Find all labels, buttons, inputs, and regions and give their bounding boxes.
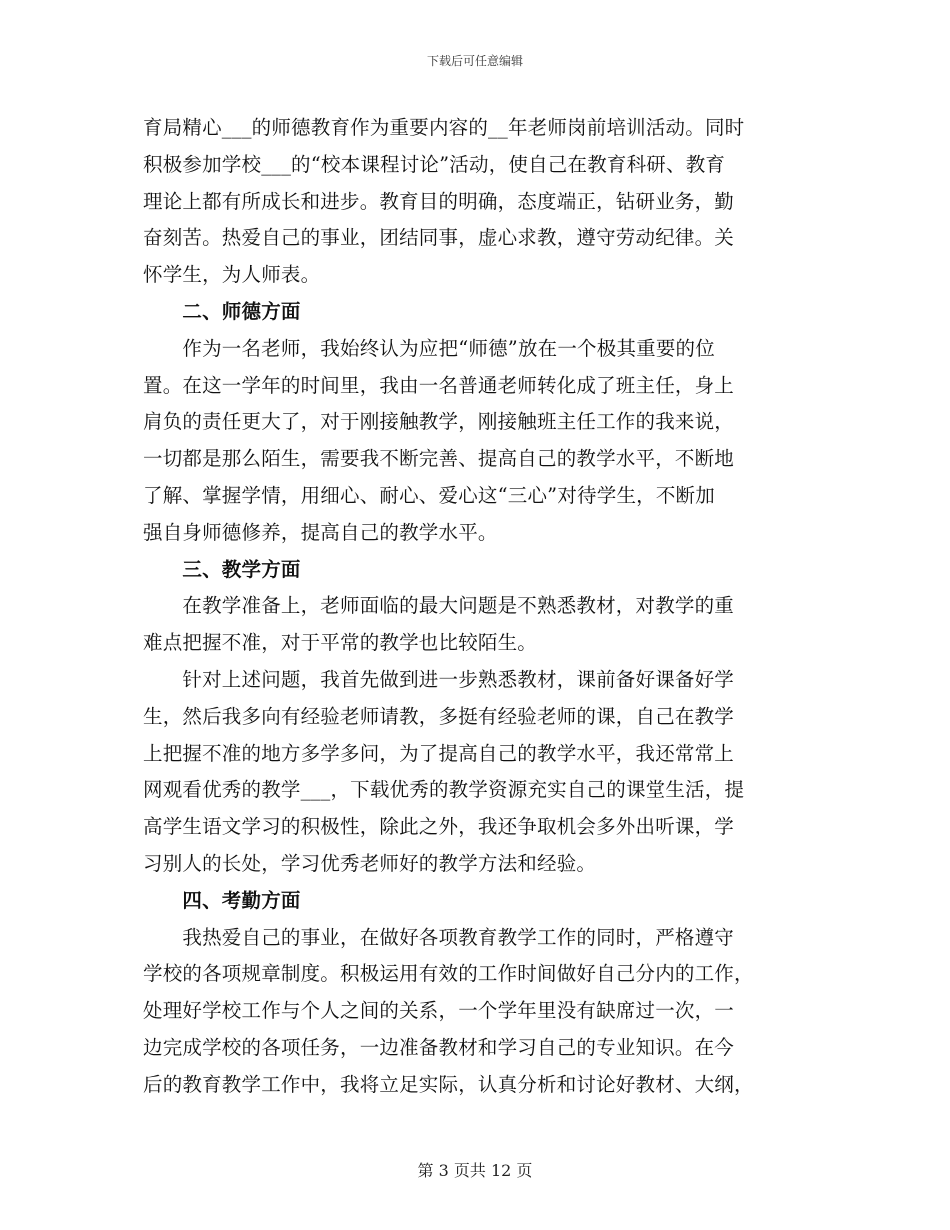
text-line: 我热爱自己的事业，在做好各项教育教学工作的同时，严格遵守 <box>143 925 735 949</box>
text-line: 奋刻苦。热爱自己的事业，团结同事，虚心求教，遵守劳动纪律。关 <box>143 226 735 250</box>
text-line: 习别人的长处，学习优秀老师好的教学方法和经验。 <box>143 851 597 875</box>
text-line: 后的教育教学工作中，我将立足实际，认真分析和讨论好教材、大纲， <box>143 1072 754 1096</box>
text-line: 处理好学校工作与个人之间的关系，一个学年里没有缺席过一次，一 <box>143 999 735 1023</box>
page-footer: 第 3 页共 12 页 <box>417 1161 533 1180</box>
text-line: 强自身师德修养，提高自己的教学水平。 <box>143 520 498 544</box>
text-line: 上把握不准的地方多学多问，为了提高自己的教学水平，我还常常上 <box>143 741 735 765</box>
text-line: 怀学生，为人师表。 <box>143 263 321 287</box>
text-line: 网观看优秀的教学___，下载优秀的教学资源充实自己的课堂生活，提 <box>143 778 745 802</box>
text-line: 高学生语文学习的积极性，除此之外，我还争取机会多外出听课，学 <box>143 815 735 839</box>
text-line: 理论上都有所成长和进步。教育目的明确，态度端正，钻研业务，勤 <box>143 189 735 213</box>
text-line: 在教学准备上，老师面临的最大问题是不熟悉教材，对教学的重 <box>143 594 735 618</box>
text-line: 边完成学校的各项任务，一边准备教材和学习自己的专业知识。在今 <box>143 1035 735 1059</box>
section-heading: 四、考勤方面 <box>143 888 301 912</box>
text-line: 针对上述问题，我首先做到进一步熟悉教材，课前备好课备好学 <box>143 667 735 691</box>
document-body <box>143 110 808 1104</box>
text-line: 育局精心___的师德教育作为重要内容的__年老师岗前培训活动。同时 <box>143 116 745 139</box>
text-line: 生，然后我多向有经验老师请教，多挺有经验老师的课，自己在教学 <box>143 704 735 728</box>
text-line: 积极参加学校___的“校本课程讨论”活动，使自己在教育科研、教育 <box>143 152 726 176</box>
text-line: 作为一名老师，我始终认为应把“师德”放在一个极其重要的位 <box>143 336 715 360</box>
text-line: 肩负的责任更大了，对于刚接触教学，刚接触班主任工作的我来说， <box>143 410 735 434</box>
page-header: 下载后可任意编辑 <box>426 54 523 68</box>
text-line: 了解、掌握学情，用细心、耐心、爱心这“三心”对待学生，不断加 <box>143 483 715 507</box>
text-line: 一切都是那么陌生，需要我不断完善、提高自己的教学水平，不断地 <box>143 447 735 471</box>
text-line: 置。在这一学年的时间里，我由一名普通老师转化成了班主任，身上 <box>143 373 735 397</box>
text-line: 难点把握不准，对于平常的教学也比较陌生。 <box>143 631 538 655</box>
text-line: 学校的各项规章制度。积极运用有效的工作时间做好自己分内的工作， <box>143 962 754 986</box>
section-heading: 二、师德方面 <box>143 299 301 323</box>
section-heading: 三、教学方面 <box>143 557 301 581</box>
